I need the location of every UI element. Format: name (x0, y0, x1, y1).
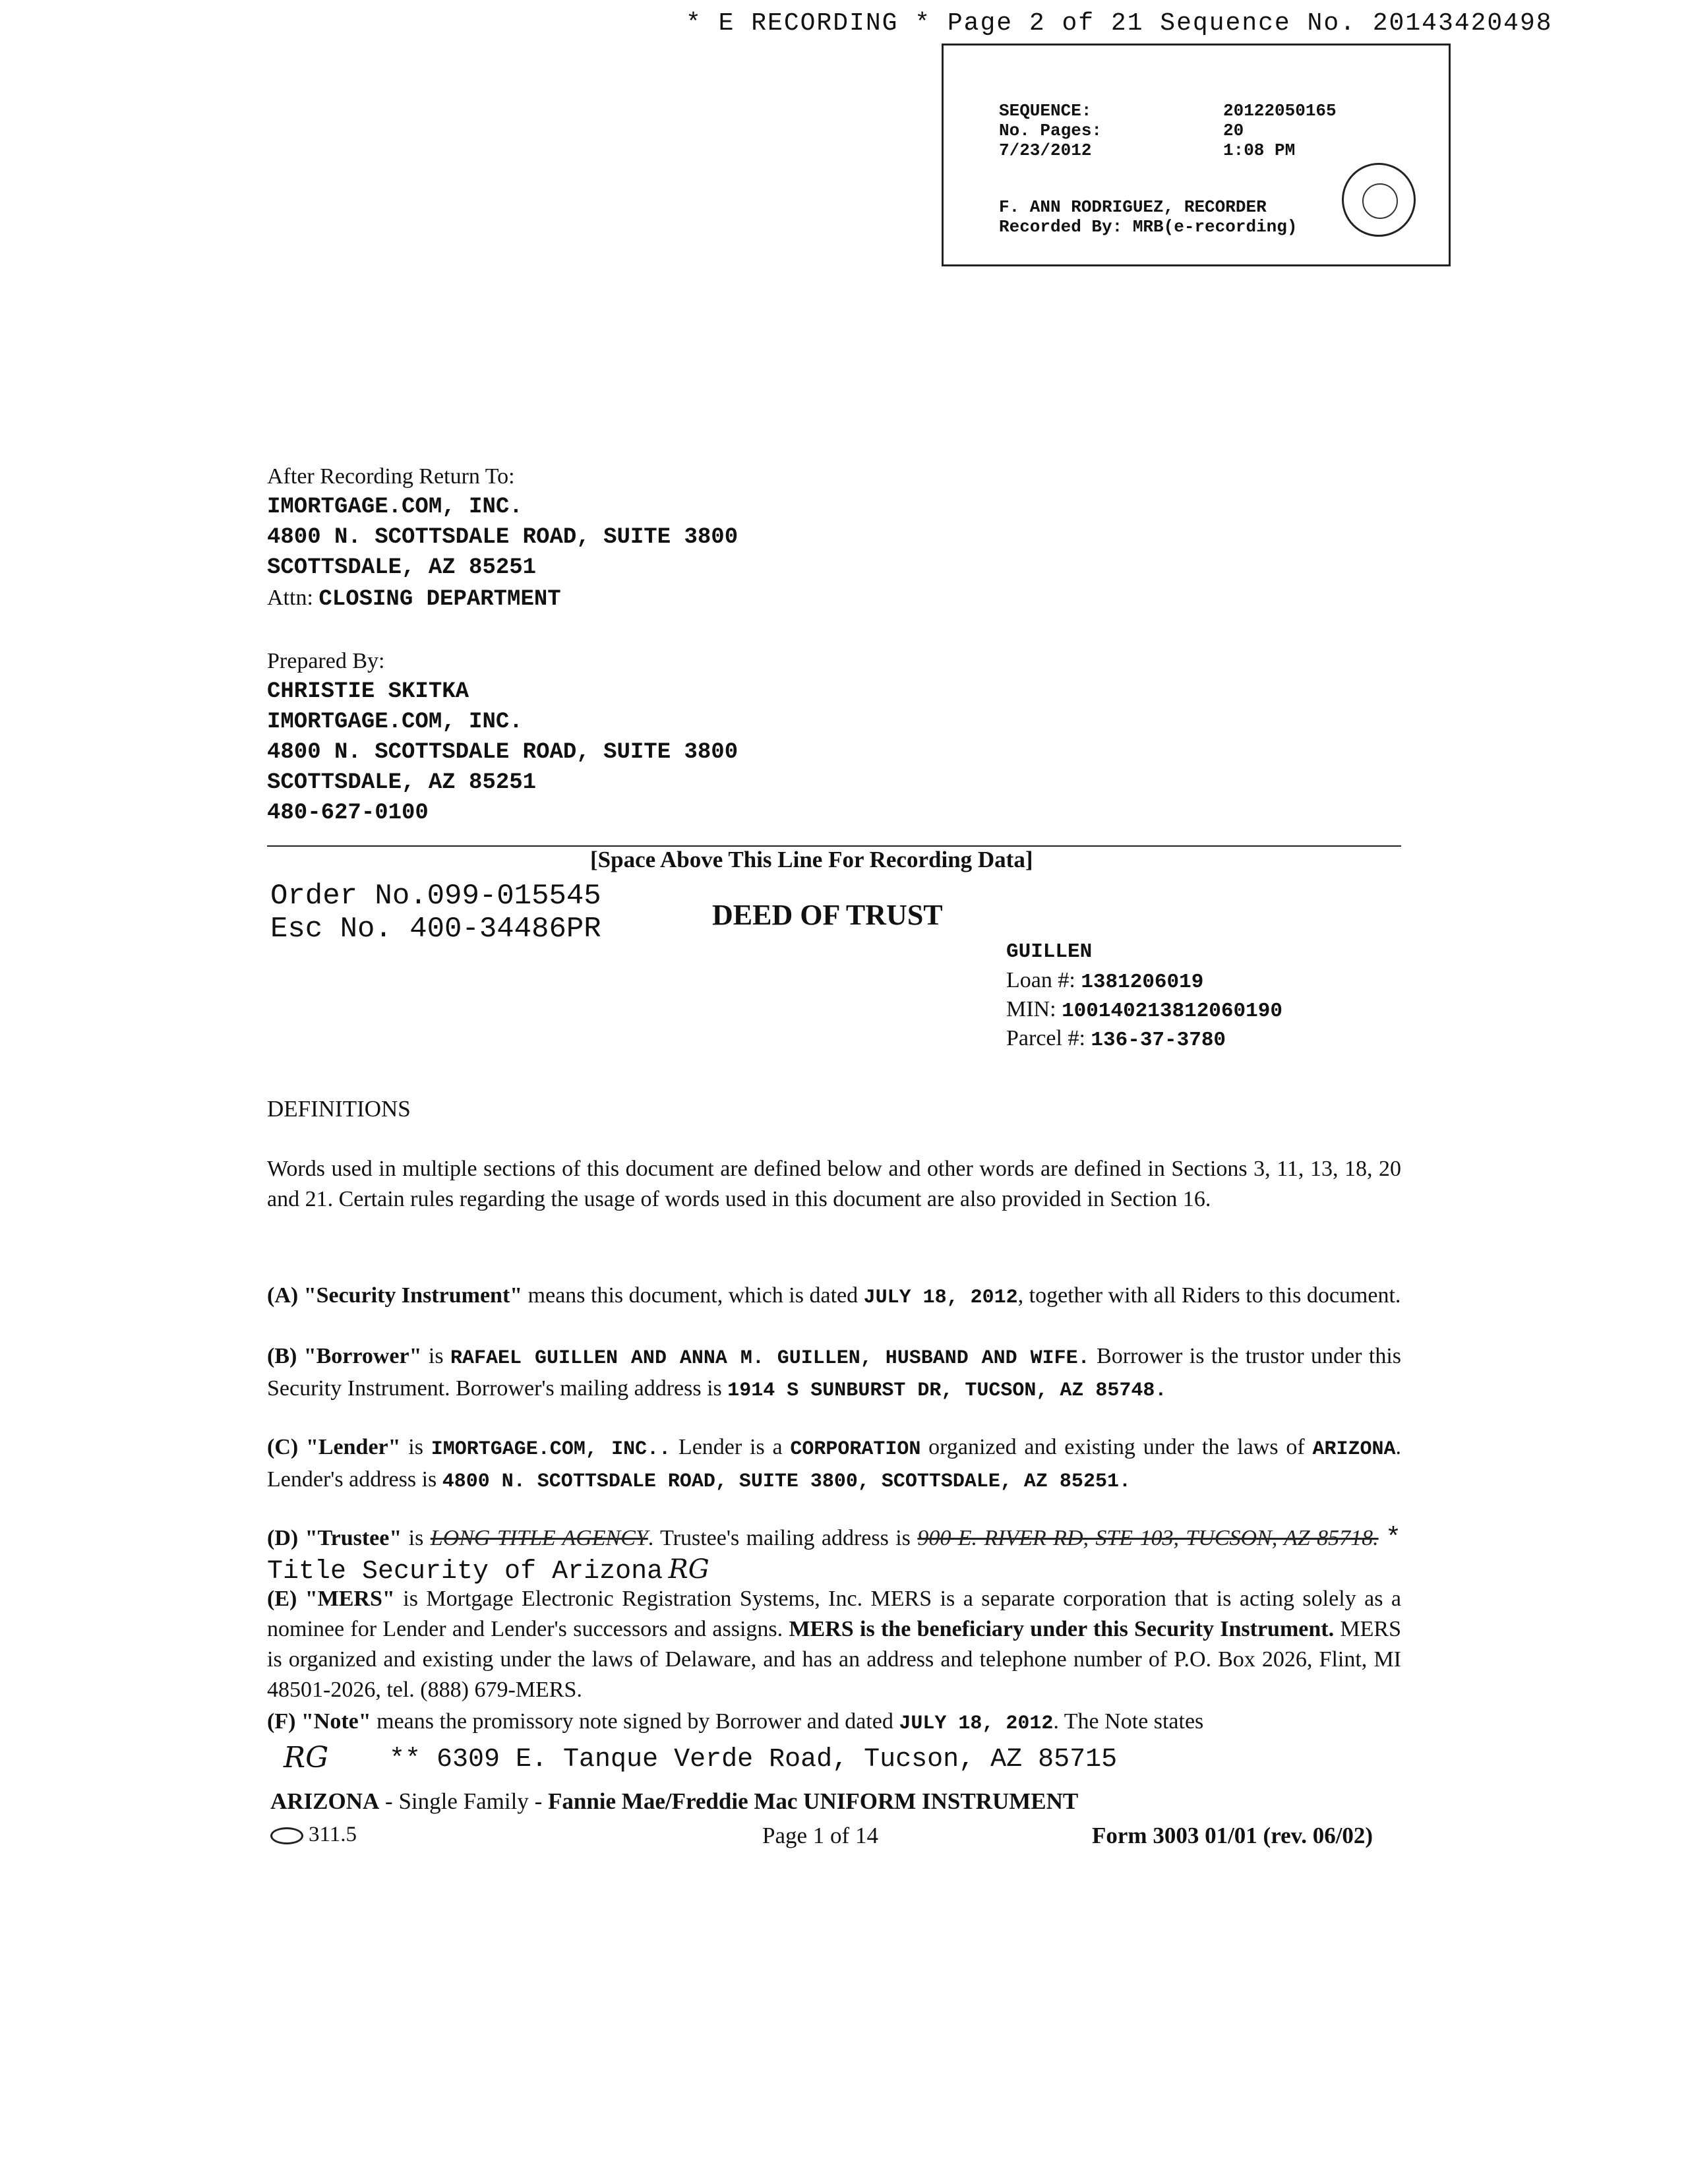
definition-b-text: is (421, 1344, 451, 1368)
definition-c-text-4: . Lender's address is (267, 1435, 1402, 1492)
footer-form: Form 3003 01/01 (rev. 06/02) (1092, 1823, 1373, 1848)
form-logo-icon (270, 1827, 303, 1844)
definition-a-text-end: , together with all Riders to this document. (1017, 1283, 1401, 1308)
definition-a (267, 1281, 1401, 1313)
footer-state: ARIZONA (270, 1788, 380, 1814)
definition-b (267, 1341, 1401, 1406)
definitions-intro: Words used in multiple sections of this document are defined below and other words are defined in Sections 3, 11, 13, 18, 20 and 21. Certain rules regarding the usage of words used in this document are also provided in Section 16. (267, 1157, 1401, 1211)
return-to-heading: After Recording Return To: (267, 464, 515, 489)
footer-form-code (270, 1823, 357, 1847)
prepared-by-city: SCOTTSDALE, AZ 85251 (267, 770, 537, 795)
lender-name: IMORTGAGE.COM, INC.. (431, 1438, 671, 1461)
e-recording-header: * E RECORDING * Page 2 of 21 Sequence No. 20143420498 (686, 9, 1553, 38)
lender-type: CORPORATION (790, 1438, 921, 1461)
footer-instrument-line (270, 1788, 1078, 1815)
recorder-stamp (942, 44, 1451, 266)
lender-address: 4800 N. SCOTTSDALE ROAD, SUITE 3800, SCOTTSDALE, AZ 85251. (442, 1471, 1131, 1493)
definition-f-text-2: . The Note states (1053, 1709, 1204, 1734)
attn-label: Attn: (267, 586, 313, 610)
definition-c-label: (C) "Lender" (267, 1435, 401, 1459)
definition-f-label: (F) "Note" (267, 1709, 371, 1734)
stamp-recorded-by: Recorded By: MRB(e-recording) (999, 217, 1298, 237)
min-label: MIN: (1006, 997, 1056, 1021)
handwritten-trustee: * Title Security of Arizona (267, 1524, 1402, 1587)
stamp-date: 7/23/2012 (999, 140, 1092, 160)
escrow-number: Esc No. 400-34486PR (270, 913, 601, 946)
stamp-sequence-label: SEQUENCE: (999, 101, 1092, 121)
definition-f-text: means the promissory note signed by Borrower and dated (371, 1709, 899, 1734)
form-code-value: 311.5 (309, 1823, 357, 1846)
parcel-number (1006, 1026, 1226, 1052)
attn-value: CLOSING DEPARTMENT (318, 587, 561, 612)
definition-d-text-2: . Trustee's mailing address is (648, 1526, 918, 1550)
definitions-heading: DEFINITIONS (267, 1096, 411, 1122)
prepared-by-phone: 480-627-0100 (267, 801, 429, 826)
recording-data-label: [Space Above This Line For Recording Data] (590, 847, 1033, 872)
definition-b-text-mid: Borrower is the trustor under this Security Instrument. Borrower's mailing address is (267, 1344, 1402, 1401)
definition-a-date: JULY 18, 2012 (863, 1287, 1018, 1309)
definition-a-label: (A) "Security Instrument" (267, 1283, 523, 1308)
definition-b-label: (B) "Borrower" (267, 1344, 422, 1368)
loan-number (1006, 968, 1203, 994)
definition-d (267, 1523, 1401, 1587)
return-to-attn (267, 583, 561, 615)
definition-d-label: (D) "Trustee" (267, 1526, 402, 1550)
footer-instrument: Fannie Mae/Freddie Mac UNIFORM INSTRUMENT (547, 1788, 1079, 1814)
struck-trustee-address: 900 E. RIVER RD, STE 103, TUCSON, AZ 85718. (917, 1526, 1379, 1550)
borrower-names: RAFAEL GUILLEN AND ANNA M. GUILLEN, HUSBAND AND WIFE. (450, 1347, 1090, 1370)
county-seal-icon (1342, 163, 1416, 237)
definition-e (267, 1584, 1401, 1705)
return-to-city: SCOTTSDALE, AZ 85251 (267, 555, 537, 580)
stamp-time: 1:08 PM (1223, 140, 1296, 160)
borrower-address: 1914 S SUNBURST DR, TUCSON, AZ 85748. (727, 1380, 1167, 1402)
definition-c (267, 1432, 1401, 1497)
document-title: DEED OF TRUST (712, 899, 943, 931)
stamp-pages-value: 20 (1223, 121, 1244, 140)
parcel-label: Parcel #: (1006, 1026, 1085, 1050)
return-to-company: IMORTGAGE.COM, INC. (267, 495, 523, 520)
borrower-surname: GUILLEN (1006, 940, 1093, 963)
parcel-value: 136-37-3780 (1091, 1029, 1226, 1052)
footer-text: - Single Family - (379, 1788, 548, 1814)
prepared-by-name: CHRISTIE SKITKA (267, 679, 469, 704)
definition-a-text: means this document, which is dated (522, 1283, 864, 1308)
margin-note-address: ** 6309 E. Tanque Verde Road, Tucson, AZ 85715 (389, 1745, 1118, 1774)
stamp-recorder: F. ANN RODRIGUEZ, RECORDER (999, 197, 1267, 217)
definition-f (267, 1707, 1401, 1739)
definition-c-text: is (400, 1435, 431, 1459)
stamp-pages-label: No. Pages: (999, 121, 1102, 140)
struck-trustee-name: LONG TITLE AGENCY (430, 1526, 648, 1550)
lender-state: ARIZONA (1312, 1438, 1396, 1461)
stamp-sequence-value: 20122050165 (1223, 101, 1337, 121)
loan-value: 1381206019 (1081, 971, 1204, 994)
return-to-street: 4800 N. SCOTTSDALE ROAD, SUITE 3800 (267, 525, 738, 550)
definition-c-text-2: Lender is a (671, 1435, 791, 1459)
definition-e-bold: MERS is the beneficiary under this Security Instrument. (789, 1617, 1335, 1641)
definition-e-label: (E) "MERS" (267, 1587, 395, 1611)
loan-label: Loan #: (1006, 968, 1075, 992)
definition-e-text-2: MERS is organized and existing under the laws of Delaware, and has an address and telephone number of P.O. Box 2026, Flint, MI 48501-2026, tel. (888) 679-MERS. (267, 1617, 1401, 1702)
definition-d-text: is (402, 1526, 431, 1550)
prepared-by-company: IMORTGAGE.COM, INC. (267, 710, 523, 735)
min-value: 100140213812060190 (1062, 1000, 1282, 1023)
definition-e-text: is Mortgage Electronic Registration Systems, Inc. MERS is a separate corporation that is acting solely as a nominee for Lender and Lender's successors and assigns. (267, 1587, 1401, 1641)
note-date: JULY 18, 2012 (899, 1713, 1054, 1735)
footer-page: Page 1 of 14 (762, 1823, 878, 1848)
prepared-by-heading: Prepared By: (267, 649, 385, 673)
margin-initials: RG (284, 1741, 329, 1774)
min-number (1006, 997, 1282, 1023)
order-number: Order No.099-015545 (270, 880, 601, 913)
definition-c-text-3: organized and existing under the laws of (920, 1435, 1313, 1459)
prepared-by-street: 4800 N. SCOTTSDALE ROAD, SUITE 3800 (267, 740, 738, 765)
trustee-initials: RG (668, 1554, 709, 1585)
